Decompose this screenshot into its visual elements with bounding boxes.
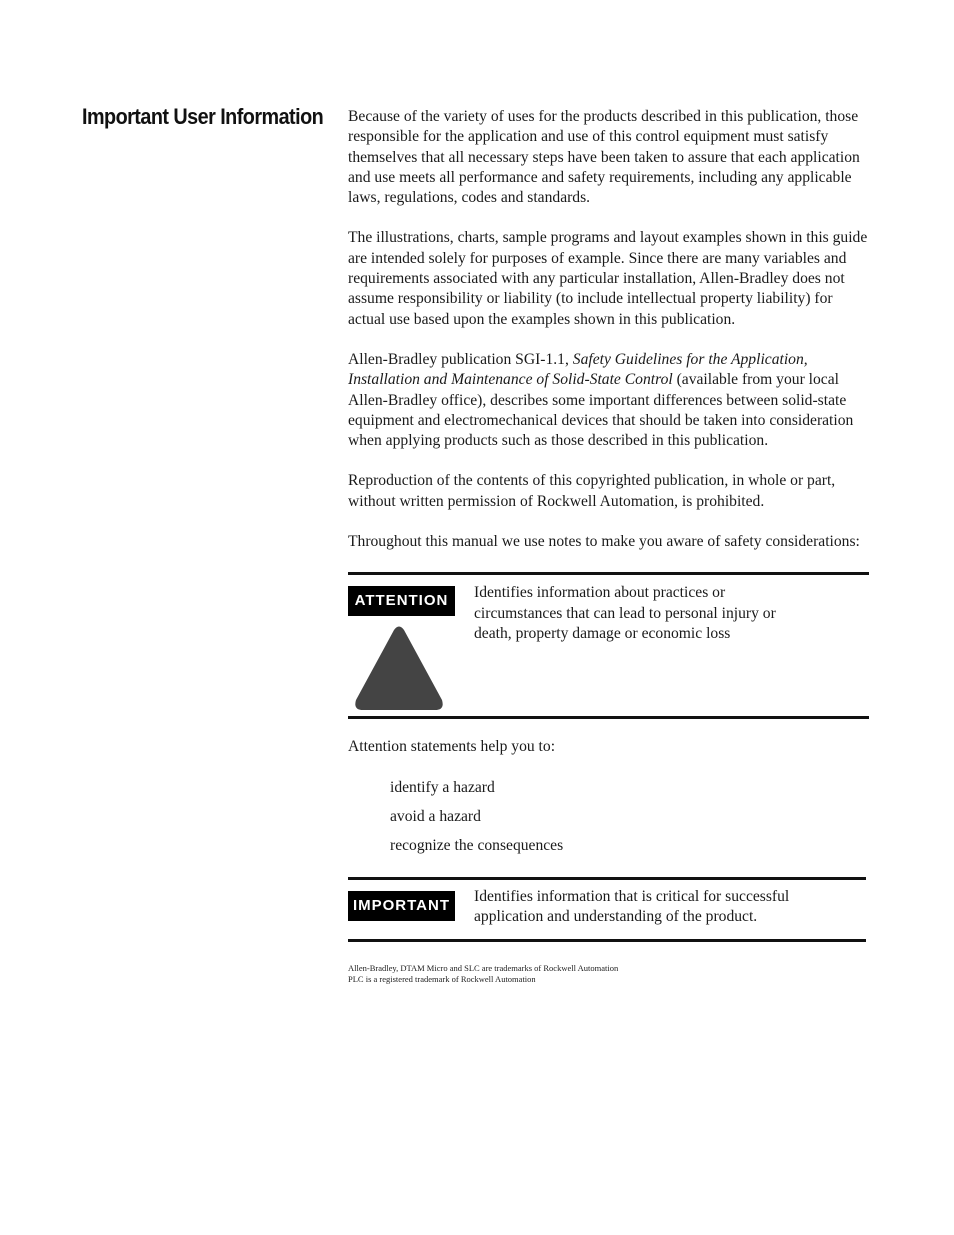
trademark-footnotes — [348, 963, 870, 985]
paragraph-notes-intro: Throughout this manual we use notes to make you aware of safety considerations: — [348, 533, 860, 551]
paragraph-variety-of-uses: Because of the variety of uses for the products described in this publication, those responsible for the application and use of this control equipment must satisfy themselves that all necessary steps have been taken to assure that each application and use meets all performance and safety requirements, including any applicable laws, regulations, codes and standards. — [348, 108, 860, 207]
list-item: avoid a hazard — [390, 807, 481, 825]
paragraph-illustrations: The illustrations, charts, sample programs and layout examples shown in this guide are intended solely for purposes of example. Since there are many variables and requirements associated with any particular installation, Allen-Bradley does not assume responsibility or liability (to include intellectual property liability) for actual use based upon the examples shown in this publication. — [348, 229, 868, 328]
paragraph-safety-guidelines-start: Allen-Bradley publication SGI-1.1, — [348, 350, 573, 368]
attention-label: ATTENTION — [348, 586, 455, 616]
important-notice — [348, 877, 866, 942]
attention-purpose-list — [390, 778, 870, 857]
paragraph-safety-guidelines-end: (available from your local Allen-Bradley office), describes some important differences between solid-state equipment and electromechanical devices that should be taken into consideration when applying products such as those described in this publication. — [348, 371, 854, 450]
list-item: recognize the consequences — [390, 837, 564, 855]
list-item: identify a hazard — [390, 778, 495, 796]
trademark-line: PLC is a registered trademark of Rockwell Automation — [348, 973, 536, 984]
main-content — [348, 107, 870, 985]
attention-statements-intro: Attention statements help you to: — [348, 738, 556, 756]
trademark-line: Allen-Bradley, DTAM Micro and SLC are trademarks of Rockwell Automation — [348, 962, 619, 973]
safety-guidelines-title: Safety Guidelines for the Application, Installation and Maintenance of Solid-State Control — [348, 350, 808, 389]
paragraph-reproduction: Reproduction of the contents of this copyrighted publication, in whole or part, without written permission of Rockwell Automation, is prohibited. — [348, 472, 836, 510]
paragraph-safety-guidelines — [348, 350, 870, 451]
important-description: Identifies information that is critical for successful application and understanding of the product. — [474, 887, 790, 925]
attention-description: Identifies information about practices or circumstances that can lead to personal injury or death, property damage or economic loss — [474, 584, 776, 642]
warning-triangle-icon — [353, 624, 445, 714]
page-title: Important User Information — [82, 104, 324, 129]
important-label: IMPORTANT — [348, 891, 455, 921]
attention-notice — [348, 572, 869, 719]
